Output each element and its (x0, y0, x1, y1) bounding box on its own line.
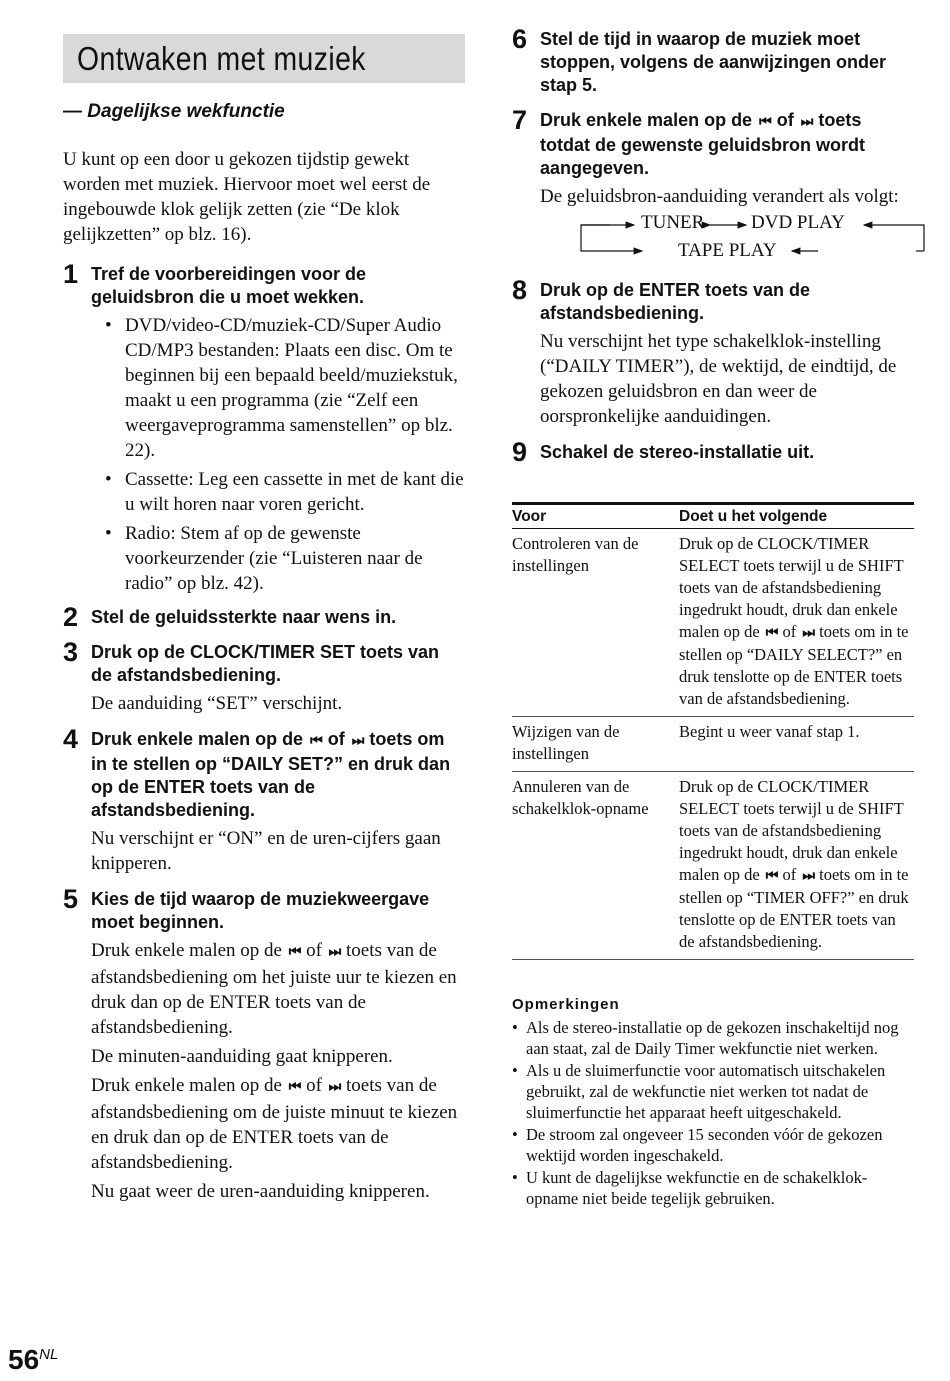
step-4 (63, 724, 465, 876)
title-box (63, 34, 465, 83)
table-cell: Controleren van de instellingen (512, 529, 679, 717)
table-header-row (512, 504, 914, 529)
note-item: • Als u de sluimerfunctie voor automatisch uitschakelen gebruikt, zal de wekfunctie niet werken tot nadat de sluimerfunctie het apparaat heeft uitgeschakeld. (512, 1060, 914, 1123)
skip-back-icon: ⏮ (759, 114, 770, 130)
step-heading: Tref de voorbereidingen voor de geluidsbron die u moet wekken. (91, 264, 367, 307)
step-heading: Druk op de CLOCK/TIMER SET toets van de afstandsbediening. (91, 642, 440, 685)
table-row (512, 529, 914, 717)
step-number: 9 (512, 437, 528, 467)
skip-forward-icon: ⏭ (800, 114, 812, 130)
page-language-suffix: NL (39, 1346, 59, 1363)
skip-forward-icon: ⏭ (802, 625, 813, 641)
step-heading: Druk op de ENTER toets van de afstandsbediening. (540, 280, 811, 323)
step-number: 6 (512, 24, 528, 54)
step-body: Nu verschijnt er “ON” en de uren-cijfers gaan knipperen. (91, 828, 441, 874)
step-3 (63, 637, 465, 716)
table-cell: Begint u weer vanaf stap 1. (679, 717, 914, 772)
skip-back-icon: ⏮ (310, 733, 321, 749)
step-paragraph (91, 1073, 465, 1175)
step-6 (512, 24, 914, 97)
step-9 (512, 437, 914, 467)
skip-forward-icon: ⏭ (351, 733, 363, 749)
step-5 (63, 884, 465, 1204)
text-segment: of (327, 729, 345, 749)
note-item: • U kunt de dagelijkse wekfunctie en de schakelklok-opname niet beide tegelijk gebruiken. (512, 1167, 914, 1209)
step-heading (91, 728, 465, 822)
note-item: • De stroom zal ongeveer 15 seconden vóór de gekozen wektijd worden ingeschakeld. (512, 1124, 914, 1166)
table-row (512, 772, 914, 960)
table-cell: Annuleren van de schakelklok-opname (512, 772, 679, 960)
step-body: Nu verschijnt het type schakelklok-instelling (“DAILY TIMER”), de wektijd, de eindtijd, de gekozen geluidsbron en dan weer de oorspronkelijke aanduidingen. (540, 331, 897, 427)
step-8 (512, 275, 914, 429)
step-number: 3 (63, 637, 79, 667)
table-row (512, 717, 914, 772)
text-segment: Druk enkele malen op de (91, 1075, 282, 1096)
skip-forward-icon: ⏭ (802, 868, 813, 884)
page-number-value: 56 (8, 1344, 40, 1375)
step-body (91, 938, 465, 1204)
step-body: De geluidsbron-aanduiding verandert als volgt: (540, 186, 899, 207)
step-paragraph (91, 938, 465, 1040)
step-paragraph: De minuten-aanduiding gaat knipperen. (91, 1046, 393, 1067)
skip-forward-icon: ⏭ (328, 1079, 340, 1095)
notes-heading: Opmerkingen (512, 996, 620, 1013)
table-cell: Wijzigen van de instellingen (512, 717, 679, 772)
step-number: 8 (512, 275, 528, 305)
table-cell (679, 529, 914, 717)
notes-list (512, 1017, 914, 1209)
text-segment: toets van de afstandsbediening om het juiste uur te kiezen en druk dan op de ENTER toets van de afstandsbediening. (91, 940, 457, 1038)
step-body: De aanduiding “SET” verschijnt. (91, 693, 343, 714)
skip-back-icon: ⏮ (765, 868, 777, 884)
text-segment: of (782, 865, 797, 884)
step-2 (63, 602, 465, 632)
skip-forward-icon: ⏭ (328, 944, 340, 960)
step-heading: Stel de geluidssterkte naar wens in. (91, 607, 397, 627)
bullet-item: • Radio: Stem af op de gewenste voorkeurzender (zie “Luisteren naar de radio” op blz. 42). (91, 521, 465, 596)
bullet-item: • DVD/video-CD/muziek-CD/Super Audio CD/MP3 bestanden: Plaats een disc. Om te beginnen bij een bepaald beeld/muziekstuk, maakt u een programma (zie “Zelf een weergaveprogramma samenstellen” op blz. 22). (91, 313, 465, 463)
text-segment: toets om in te stellen op “DAILY SET?” en druk dan op de ENTER toets van de afstandsbediening. (91, 729, 451, 820)
tuner-label: TUNER (641, 212, 705, 233)
step-paragraph: Nu gaat weer de uren-aanduiding knipperen. (91, 1181, 430, 1202)
text-segment: toets om in te stellen op “TIMER OFF?” en druk tenslotte op de ENTER toets van de afstandsbediening. (679, 865, 909, 951)
left-column (63, 34, 465, 1208)
skip-back-icon: ⏮ (288, 944, 300, 960)
text-segment: Druk enkele malen op de (91, 940, 282, 961)
step-heading: Schakel de stereo-installatie uit. (540, 442, 815, 462)
step-heading: Kies de tijd waarop de muziekweergave moet beginnen. (91, 889, 430, 932)
text-segment: Druk op de CLOCK/TIMER SELECT toets terwijl u de SHIFT toets van de afstandsbediening ingedrukt houdt, druk dan enkele malen op de (679, 777, 904, 884)
intro-paragraph: U kunt op een door u gekozen tijdstip gewekt worden met muziek. Hiervoor moet wel eerst de ingebouwde klok gelijk zetten (zie “De klok gelijkzetten” op blz. 16). (63, 149, 431, 245)
skip-back-icon: ⏮ (765, 625, 777, 641)
page-title: Ontwaken met muziek (77, 39, 366, 77)
column-header: Doet u het volgende (679, 504, 914, 529)
text-segment: Druk enkele malen op de (91, 729, 304, 749)
tape-play-label: TAPE PLAY (678, 240, 777, 261)
table-cell (679, 772, 914, 960)
right-column (512, 24, 914, 1210)
step-heading: Stel de tijd in waarop de muziek moet stoppen, volgens de aanwijzingen onder stap 5. (540, 29, 887, 95)
text-segment: of (306, 940, 322, 961)
text-segment: toets van de afstandsbediening om de juiste minuut te kiezen en druk dan op de ENTER toets van de afstandsbediening. (91, 1075, 458, 1173)
step-number: 7 (512, 105, 528, 135)
column-header: Voor (512, 504, 679, 529)
dvd-play-label: DVD PLAY (751, 212, 845, 233)
step-number: 2 (63, 602, 79, 632)
bullet-item: • Cassette: Leg een cassette in met de kant die u wilt horen naar voren gericht. (91, 467, 465, 517)
text-segment: Druk op de CLOCK/TIMER SELECT toets terwijl u de SHIFT toets van de afstandsbediening ingedrukt houdt, druk dan enkele malen op de (679, 534, 904, 641)
options-table (512, 502, 914, 960)
page-number (8, 1344, 58, 1376)
source-cycle-diagram (540, 212, 914, 265)
note-item: • Als de stereo-installatie op de gekozen inschakeltijd nog aan staat, zal de Daily Timer wekfunctie niet werken. (512, 1017, 914, 1059)
step-number: 1 (63, 259, 79, 289)
step-1 (63, 259, 465, 596)
subtitle: — Dagelijkse wekfunctie (63, 101, 285, 122)
step-number: 4 (63, 724, 79, 754)
skip-back-icon: ⏮ (288, 1079, 300, 1095)
step-1-bullets (91, 313, 465, 596)
text-segment: toets om in te stellen op “DAILY SELECT?” en druk tenslotte op de ENTER toets van de afstandsbediening. (679, 622, 909, 708)
step-number: 5 (63, 884, 79, 914)
text-segment: of (776, 110, 794, 130)
step-heading (540, 109, 914, 180)
text-segment: Druk enkele malen op de (540, 110, 753, 130)
text-segment: of (306, 1075, 322, 1096)
text-segment: of (782, 622, 797, 641)
text-segment: toets totdat de gewenste geluidsbron wordt aangegeven. (540, 110, 866, 178)
step-7 (512, 105, 914, 265)
